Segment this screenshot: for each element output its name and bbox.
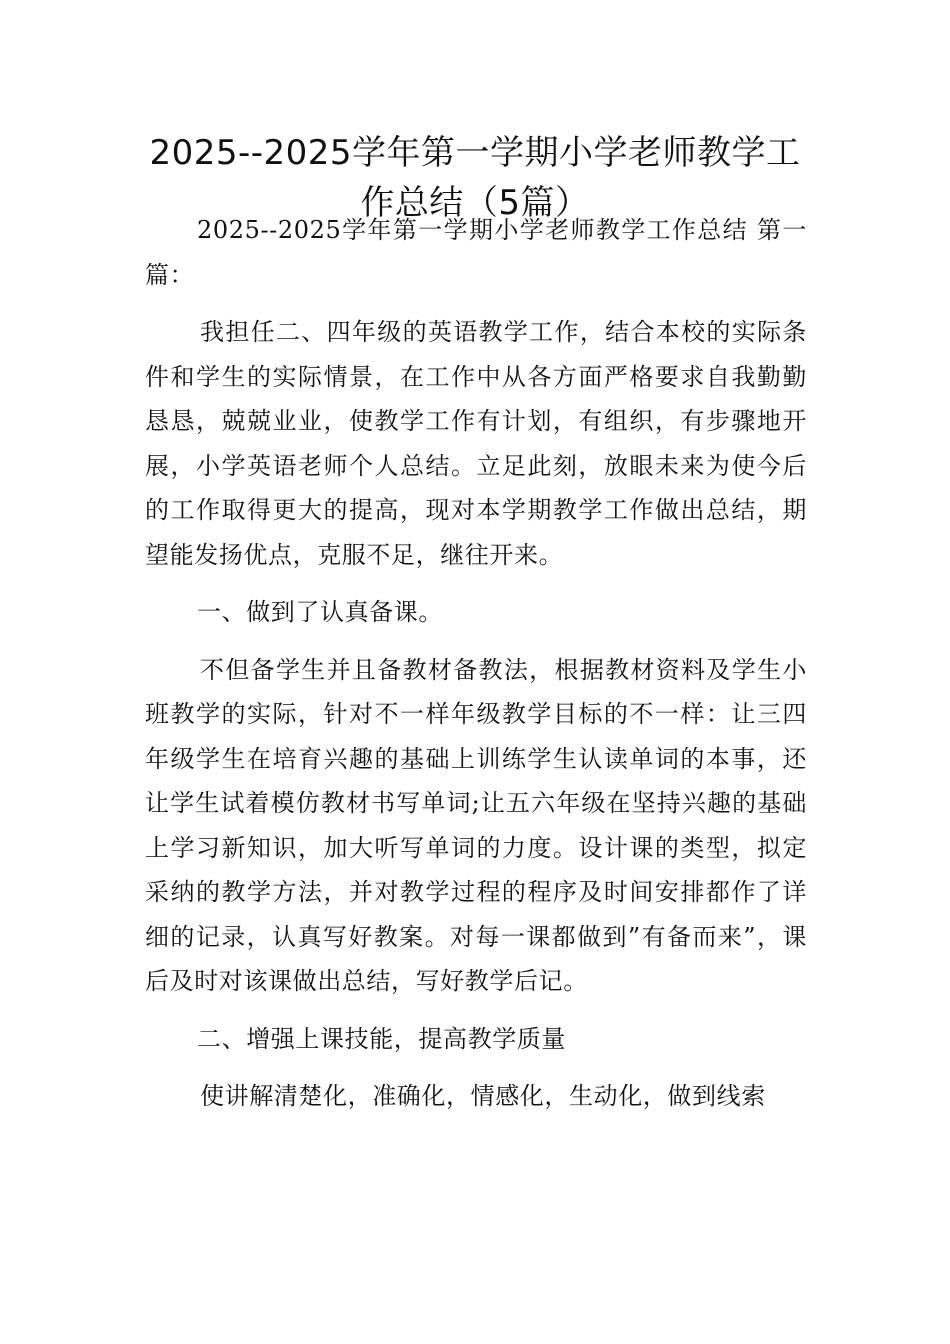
section-heading: 二、增强上课技能，提高教学质量: [197, 1024, 566, 1053]
body-paragraph: 我担任二、四年级的英语教学工作，结合本校的实际条件和学生的实际情景，在工作中从各方面严格要求自我勤勤恳恳，兢兢业业，使教学工作有计划，有组织，有步骤地开展，小学英语老师个人总结。立足此刻，放眼未来为使今后的工作取得更大的提高，现对本学期教学工作做出总结，期望能发扬优点，克服不足，继往开来。: [145, 318, 807, 569]
body-paragraph: 使讲解清楚化，准确化，情感化，生动化，做到线索: [200, 1082, 766, 1110]
body-paragraph: 不但备学生并且备教材备教法，根据教材资料及学生小班教学的实际，针对不一样年级教学目标的不一样：让三四年级学生在培育兴趣的基础上训练学生认读单词的本事，还让学生试着模仿教材书写单词;让五六年级在坚持兴趣的基础上学习新知识，加大听写单词的力度。设计课的类型，拟定采纳的教学方法，并对教学过程的程序及时间安排都作了详细的记录，认真写好教案。对每一课都做到”有备而来”，课后及时对该课做出总结，写好教学后记。: [145, 655, 807, 995]
section-heading: 一、做到了认真备课。: [197, 598, 443, 626]
document-body: [145, 208, 807, 1132]
document-title: 2025--2025学年第一学期小学老师教学工作总结（5篇）: [149, 133, 801, 223]
intro-paragraph: 2025--2025学年第一学期小学老师教学工作总结 第一篇：: [145, 216, 807, 289]
